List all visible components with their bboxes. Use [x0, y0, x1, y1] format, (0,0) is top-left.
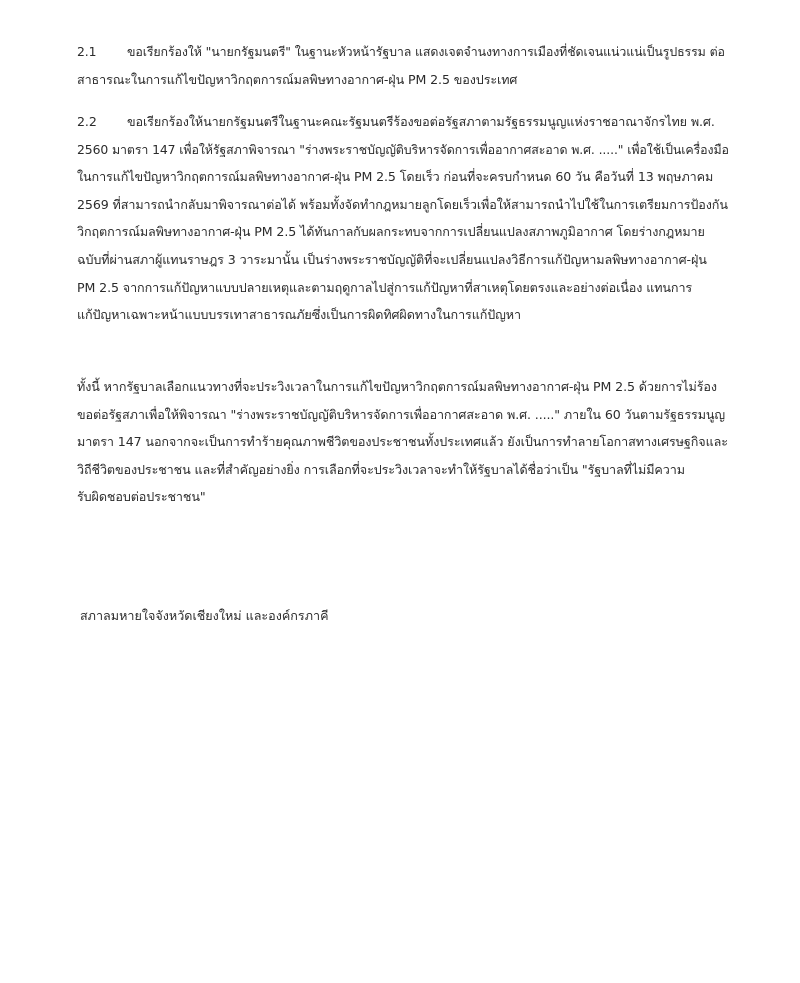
text-line: รับผิดชอบต่อประชาชน" [77, 489, 206, 505]
text-line: วิถีชีวิตของประชาชน และที่สำคัญอย่างยิ่ง การเลือกที่จะประวิงเวลาจะทำให้รัฐบาลได้ชื่อว่าเป็น "รัฐบาลที่ไม่มีความ [77, 461, 685, 477]
demand-item-2-2 [77, 108, 729, 329]
signature-organizations: สภาลมหายใจจังหวัดเชียงใหม่ และองค์กรภาคี [80, 608, 329, 623]
closing-paragraph [77, 373, 729, 511]
text-line: 2569 ที่สามารถนำกลับมาพิจารณาต่อได้ พร้อมทั้งจัดทำกฎหมายลูกโดยเร็วเพื่อให้สามารถนำไปใช้ในการเตรียมการป้องกัน [77, 196, 728, 212]
text-line: ฉบับที่ผ่านสภาผู้แทนราษฎร 3 วาระมานั้น เป็นร่างพระราชบัญญัติที่จะเปลี่ยนแปลงวิธีการแก้ปัญหามลพิษทางอากาศ-ฝุ่น [77, 251, 707, 267]
text-line: สาธารณะในการแก้ไขปัญหาวิกฤตการณ์มลพิษทางอากาศ-ฝุ่น PM 2.5 ของประเทศ [77, 71, 518, 87]
text-line [77, 38, 729, 66]
demand-item-2-1 [77, 38, 729, 93]
text-line: ขอต่อรัฐสภาเพื่อให้พิจารณา "ร่างพระราชบัญญัติบริหารจัดการเพื่ออากาศสะอาด พ.ศ. ....." ภายใน 60 วันตามรัฐธรรมนูญ [77, 406, 726, 422]
text-line: PM 2.5 จากการแก้ปัญหาแบบปลายเหตุและตามฤดูกาลไปสู่การแก้ปัญหาที่สาเหตุโดยตรงและอย่างต่อเนื่อง แทนการ [77, 279, 693, 295]
text-line: มาตรา 147 นอกจากจะเป็นการทำร้ายคุณภาพชีวิตของประชาชนทั้งประเทศแล้ว ยังเป็นการทำลายโอกาสทางเศรษฐกิจและ [77, 434, 728, 450]
item-number: 2.2 [77, 114, 97, 129]
text-line: 2560 มาตรา 147 เพื่อให้รัฐสภาพิจารณา "ร่างพระราชบัญญัติบริหารจัดการเพื่ออากาศสะอาด พ.ศ. ....." เพื่อใช้เป็นเครื่องมือ [77, 141, 729, 157]
item-text: ขอเรียกร้องให้ "นายกรัฐมนตรี" ในฐานะหัวหน้ารัฐบาล แสดงเจตจำนงทางการเมืองที่ชัดเจนแน่วแน่เป็นรูปธรรม ต่อ [127, 44, 725, 59]
item-text: ขอเรียกร้องให้นายกรัฐมนตรีในฐานะคณะรัฐมนตรีร้องขอต่อรัฐสภาตามรัฐธรรมนูญแห่งราชอาณาจักรไทย พ.ศ. [127, 114, 715, 129]
text-line: วิกฤตการณ์มลพิษทางอากาศ-ฝุ่น PM 2.5 ได้ทันกาลกับผลกระทบจากการเปลี่ยนแปลงสภาพภูมิอากาศ โดยร่างกฎหมาย [77, 224, 705, 240]
item-number: 2.1 [77, 44, 97, 59]
text-line: ในการแก้ไขปัญหาวิกฤตการณ์มลพิษทางอากาศ-ฝุ่น PM 2.5 โดยเร็ว ก่อนที่จะครบกำหนด 60 วัน คือวันที่ 13 พฤษภาคม [77, 169, 714, 185]
text-line: ทั้งนี้ หากรัฐบาลเลือกแนวทางที่จะประวิงเวลาในการแก้ไขปัญหาวิกฤตการณ์มลพิษทางอากาศ-ฝุ่น PM 2.5 ด้วยการไม่ร้อง [77, 379, 717, 394]
text-line [77, 108, 729, 136]
text-line: แก้ปัญหาเฉพาะหน้าแบบบรรเทาสาธารณภัยซึ่งเป็นการผิดทิศผิดทางในการแก้ปัญหา [77, 307, 521, 323]
